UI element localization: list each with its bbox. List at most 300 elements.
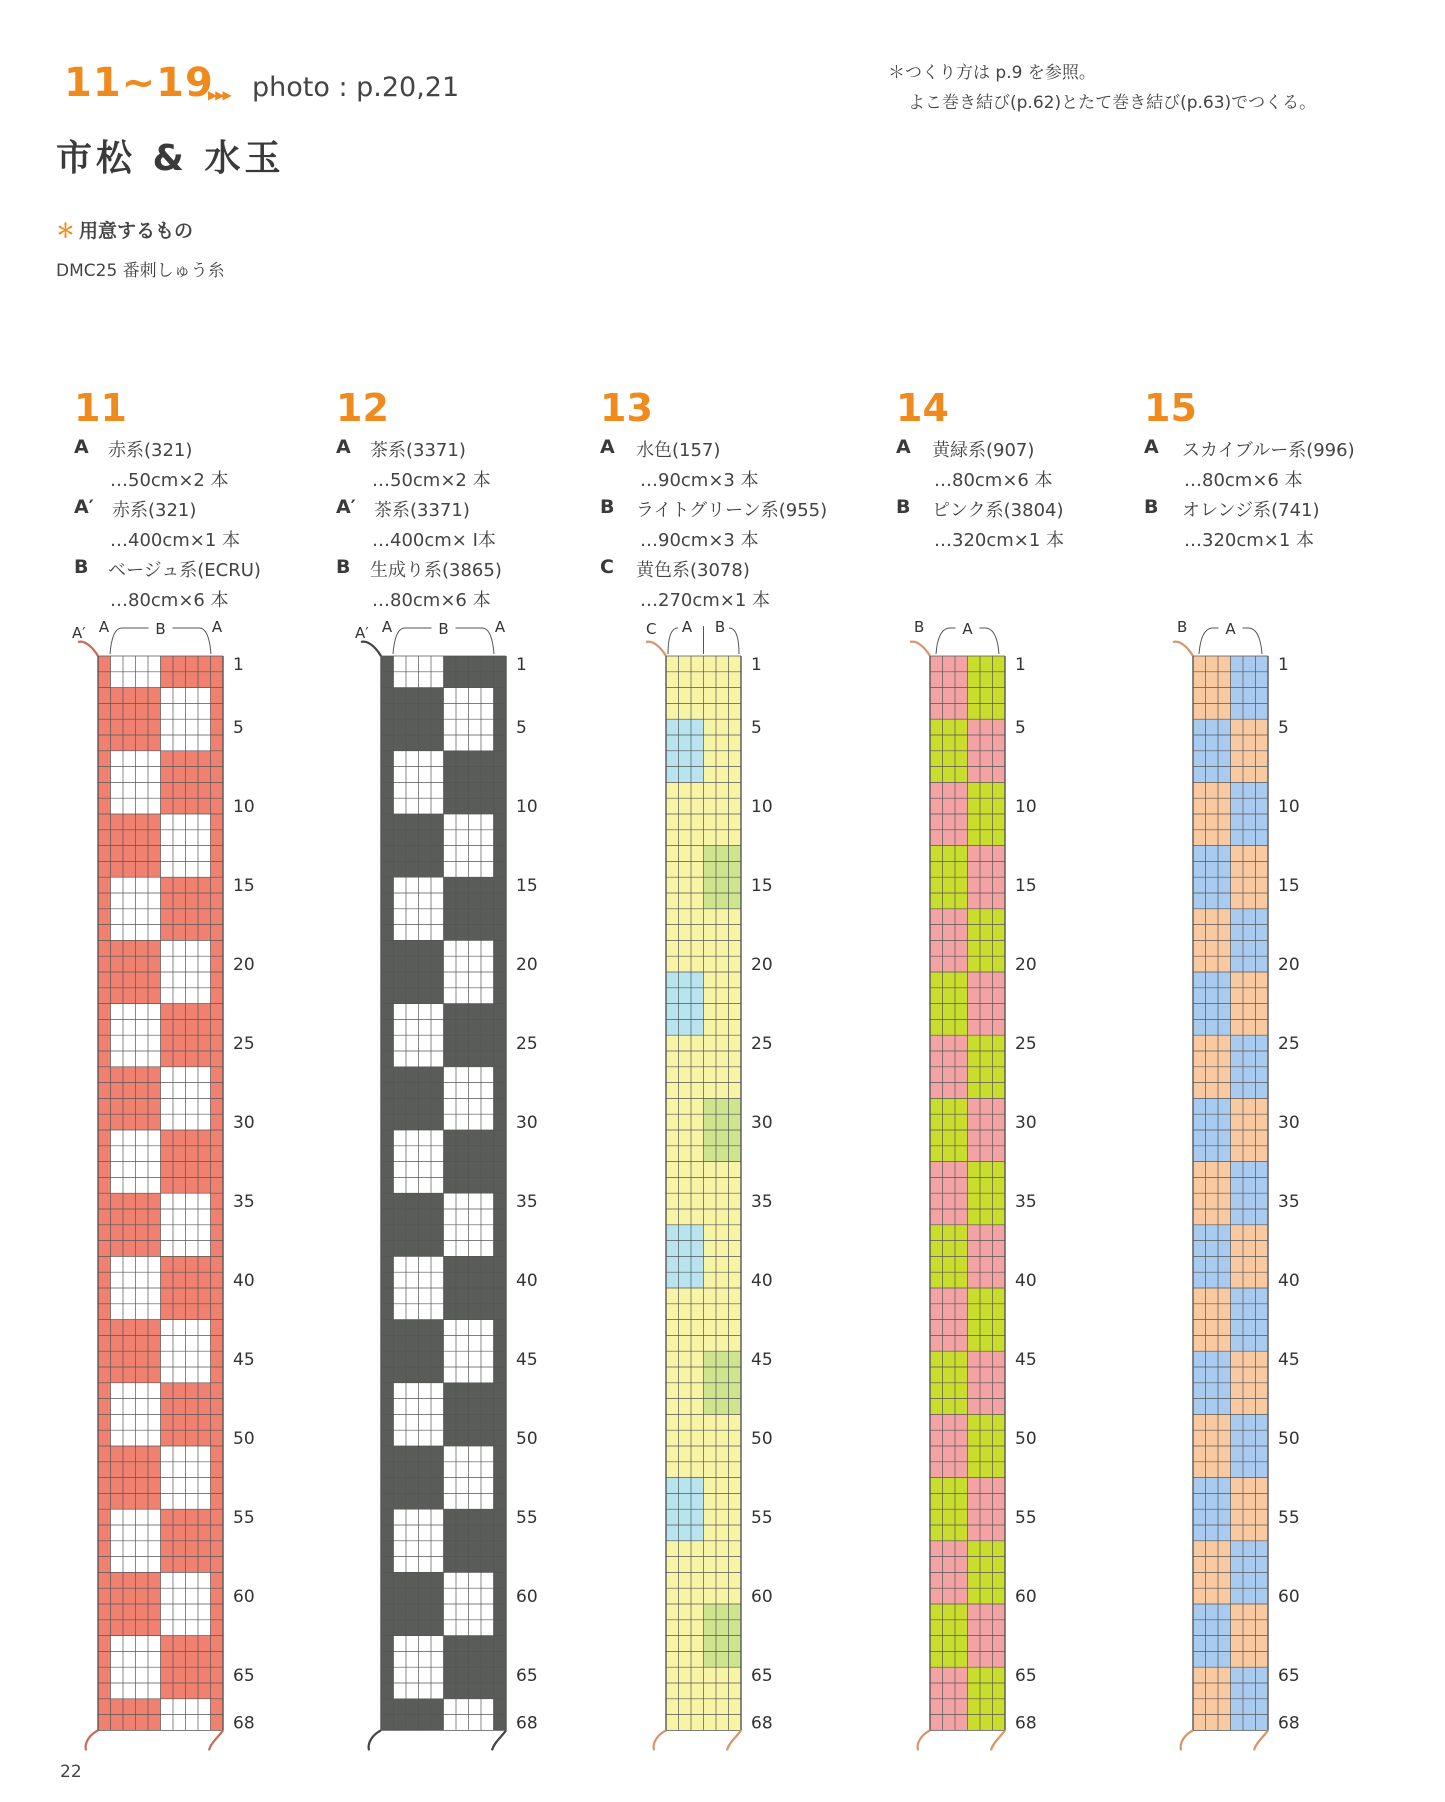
- row-number-label: 5: [1015, 718, 1026, 739]
- knot-cell: [198, 1572, 211, 1588]
- knot-cell: [406, 1667, 419, 1683]
- knot-cell: [431, 1478, 444, 1494]
- knot-cell: [930, 798, 943, 814]
- knot-cell: [148, 1351, 161, 1367]
- knot-cell: [666, 1320, 679, 1336]
- knot-cell: [431, 1335, 444, 1351]
- knot-cell: [1256, 1430, 1269, 1446]
- knot-cell: [394, 656, 407, 672]
- knot-cell: [968, 688, 981, 704]
- knot-cell: [993, 1177, 1006, 1193]
- knot-cell: [729, 1604, 742, 1620]
- knot-cell: [431, 1225, 444, 1241]
- knot-cell: [494, 1225, 507, 1241]
- knot-cell: [211, 877, 224, 893]
- knot-cell: [444, 703, 457, 719]
- knot-cell: [955, 1572, 968, 1588]
- knot-cell: [148, 1478, 161, 1494]
- knot-cell: [943, 1288, 956, 1304]
- knot-cell: [198, 1541, 211, 1557]
- knot-cell: [716, 1383, 729, 1399]
- knot-cell: [98, 1162, 111, 1178]
- knot-cell: [444, 1146, 457, 1162]
- knot-cell: [186, 1098, 199, 1114]
- knot-cell: [98, 1699, 111, 1715]
- knot-cell: [381, 1320, 394, 1336]
- knot-cell: [406, 988, 419, 1004]
- knot-cell: [704, 1604, 717, 1620]
- knot-cell: [968, 1272, 981, 1288]
- knot-cell: [173, 1620, 186, 1636]
- row-number-label: 35: [1015, 1192, 1037, 1213]
- knot-cell: [1243, 1446, 1256, 1462]
- knot-cell: [1193, 782, 1206, 798]
- knot-cell: [148, 1114, 161, 1130]
- knot-cell: [1243, 1288, 1256, 1304]
- material-quantity: …90cm×3 本: [640, 530, 759, 551]
- knot-cell: [431, 1604, 444, 1620]
- knot-cell: [186, 1083, 199, 1099]
- knot-cell: [123, 703, 136, 719]
- knot-cell: [1206, 1193, 1219, 1209]
- knot-cell: [98, 1667, 111, 1683]
- knot-cell: [469, 1051, 482, 1067]
- knot-cell: [111, 925, 124, 941]
- knot-cell: [1218, 1509, 1231, 1525]
- row-number-label: 65: [1015, 1666, 1037, 1687]
- pattern-number: 14: [896, 386, 949, 430]
- knot-cell: [1256, 1035, 1269, 1051]
- knot-cell: [704, 1715, 717, 1731]
- knot-cell: [111, 893, 124, 909]
- knot-cell: [381, 1478, 394, 1494]
- knot-cell: [406, 877, 419, 893]
- row-number-label: 35: [751, 1192, 773, 1213]
- knot-cell: [431, 1241, 444, 1257]
- knot-cell: [716, 1699, 729, 1715]
- knot-cell: [943, 1572, 956, 1588]
- knot-cell: [481, 1209, 494, 1225]
- knot-cell: [419, 830, 432, 846]
- knot-cell: [111, 861, 124, 877]
- knot-cell: [148, 782, 161, 798]
- knot-cell: [494, 1241, 507, 1257]
- knot-cell: [123, 1715, 136, 1731]
- knot-cell: [381, 798, 394, 814]
- knot-cell: [1206, 925, 1219, 941]
- pattern-chart-11: [78, 628, 223, 1750]
- knot-cell: [394, 1051, 407, 1067]
- knot-cell: [704, 909, 717, 925]
- knot-cell: [729, 846, 742, 862]
- knot-cell: [198, 861, 211, 877]
- knot-cell: [444, 751, 457, 767]
- knot-cell: [993, 830, 1006, 846]
- knot-cell: [431, 798, 444, 814]
- knot-cell: [1193, 940, 1206, 956]
- knot-cell: [381, 1098, 394, 1114]
- knot-cell: [993, 909, 1006, 925]
- knot-cell: [691, 1367, 704, 1383]
- knot-cell: [980, 1367, 993, 1383]
- knot-cell: [406, 1146, 419, 1162]
- knot-cell: [186, 719, 199, 735]
- knot-cell: [679, 1509, 692, 1525]
- knot-cell: [394, 1588, 407, 1604]
- knot-cell: [729, 1304, 742, 1320]
- knot-cell: [186, 782, 199, 798]
- knot-cell: [394, 1067, 407, 1083]
- knot-cell: [186, 1367, 199, 1383]
- knot-cell: [1218, 1588, 1231, 1604]
- knot-cell: [481, 1351, 494, 1367]
- knot-cell: [1218, 1541, 1231, 1557]
- knot-cell: [1218, 1256, 1231, 1272]
- knot-cell: [494, 1004, 507, 1020]
- row-number-label: 45: [751, 1350, 773, 1371]
- knot-cell: [431, 877, 444, 893]
- material-label: C: [600, 556, 614, 578]
- knot-cell: [930, 1541, 943, 1557]
- knot-cell: [198, 1162, 211, 1178]
- knot-cell: [161, 1620, 174, 1636]
- knot-cell: [1218, 877, 1231, 893]
- knot-cell: [469, 688, 482, 704]
- knot-cell: [211, 1241, 224, 1257]
- knot-cell: [98, 1083, 111, 1099]
- knot-cell: [494, 988, 507, 1004]
- knot-cell: [211, 688, 224, 704]
- knot-cell: [1231, 1241, 1244, 1257]
- knot-cell: [1193, 1256, 1206, 1272]
- knot-cell: [98, 877, 111, 893]
- knot-cell: [666, 1383, 679, 1399]
- knot-cell: [1193, 1004, 1206, 1020]
- material-label: A′: [74, 496, 94, 518]
- knot-cell: [111, 767, 124, 783]
- knot-cell: [419, 1715, 432, 1731]
- knot-cell: [1218, 1193, 1231, 1209]
- knot-cell: [98, 1414, 111, 1430]
- knot-cell: [679, 1715, 692, 1731]
- knot-cell: [993, 1051, 1006, 1067]
- knot-cell: [1206, 1335, 1219, 1351]
- knot-cell: [666, 877, 679, 893]
- knot-cell: [691, 1193, 704, 1209]
- knot-cell: [1243, 767, 1256, 783]
- knot-cell: [691, 1162, 704, 1178]
- knot-cell: [729, 1715, 742, 1731]
- knot-cell: [161, 688, 174, 704]
- knot-cell: [211, 1209, 224, 1225]
- knot-cell: [198, 1462, 211, 1478]
- knot-cell: [716, 1588, 729, 1604]
- knot-cell: [716, 814, 729, 830]
- thread-end-bottom: [1254, 1730, 1268, 1750]
- knot-cell: [431, 1035, 444, 1051]
- knot-cell: [381, 1620, 394, 1636]
- knot-cell: [394, 1572, 407, 1588]
- knot-cell: [444, 719, 457, 735]
- knot-cell: [198, 1399, 211, 1415]
- knot-cell: [186, 1051, 199, 1067]
- knot-cell: [1218, 1177, 1231, 1193]
- knot-cell: [419, 1241, 432, 1257]
- thread-end-bottom: [209, 1730, 223, 1750]
- knot-cell: [148, 656, 161, 672]
- knot-cell: [955, 1446, 968, 1462]
- row-number-label: 30: [1278, 1113, 1300, 1134]
- knot-cell: [1218, 814, 1231, 830]
- row-number-label: 35: [1278, 1192, 1300, 1213]
- knot-cell: [394, 798, 407, 814]
- knot-cell: [148, 1004, 161, 1020]
- knot-cell: [943, 814, 956, 830]
- knot-cell: [716, 1051, 729, 1067]
- knot-cell: [679, 1525, 692, 1541]
- knot-cell: [111, 1083, 124, 1099]
- knot-cell: [136, 1051, 149, 1067]
- knot-cell: [1256, 751, 1269, 767]
- knot-cell: [173, 1414, 186, 1430]
- knot-cell: [704, 1699, 717, 1715]
- knot-cell: [1256, 1130, 1269, 1146]
- knot-cell: [943, 1130, 956, 1146]
- knot-cell: [1243, 1383, 1256, 1399]
- knot-cell: [716, 1225, 729, 1241]
- knot-cell: [716, 1162, 729, 1178]
- knot-cell: [211, 1478, 224, 1494]
- knot-cell: [1193, 988, 1206, 1004]
- knot-cell: [381, 1715, 394, 1731]
- knot-cell: [186, 1209, 199, 1225]
- knot-cell: [968, 1446, 981, 1462]
- knot-cell: [968, 1588, 981, 1604]
- knot-cell: [481, 1320, 494, 1336]
- knot-cell: [1193, 656, 1206, 672]
- knot-cell: [1231, 861, 1244, 877]
- knot-cell: [406, 1067, 419, 1083]
- knot-cell: [1206, 782, 1219, 798]
- knot-cell: [1256, 1241, 1269, 1257]
- knot-cell: [444, 1509, 457, 1525]
- knot-cell: [968, 1130, 981, 1146]
- knot-cell: [1218, 1004, 1231, 1020]
- knot-cell: [186, 767, 199, 783]
- knot-cell: [444, 925, 457, 941]
- knot-cell: [136, 703, 149, 719]
- knot-cell: [943, 846, 956, 862]
- knot-cell: [456, 1620, 469, 1636]
- knot-cell: [955, 1462, 968, 1478]
- knot-cell: [679, 1130, 692, 1146]
- row-number-label: 40: [516, 1271, 538, 1292]
- knot-cell: [980, 1604, 993, 1620]
- knot-cell: [198, 1209, 211, 1225]
- knot-cell: [729, 1541, 742, 1557]
- knot-cell: [173, 782, 186, 798]
- knot-cell: [431, 1572, 444, 1588]
- knot-cell: [1206, 846, 1219, 862]
- knot-cell: [161, 1509, 174, 1525]
- knot-cell: [1193, 1604, 1206, 1620]
- knot-cell: [394, 1446, 407, 1462]
- knot-cell: [1193, 1320, 1206, 1336]
- knot-cell: [1256, 925, 1269, 941]
- row-number-label: 50: [233, 1429, 255, 1450]
- knot-cell: [691, 1351, 704, 1367]
- knot-cell: [704, 846, 717, 862]
- knot-cell: [716, 1509, 729, 1525]
- knot-cell: [444, 1304, 457, 1320]
- row-number-label: 20: [751, 955, 773, 976]
- knot-cell: [161, 1067, 174, 1083]
- knot-cell: [968, 672, 981, 688]
- knot-cell: [186, 1193, 199, 1209]
- knot-cell: [469, 1272, 482, 1288]
- knot-cell: [111, 1509, 124, 1525]
- knot-cell: [444, 893, 457, 909]
- knot-cell: [704, 1351, 717, 1367]
- knot-cell: [1218, 893, 1231, 909]
- thread-end-bottom: [492, 1730, 506, 1750]
- knot-cell: [1218, 1683, 1231, 1699]
- knot-cell: [381, 846, 394, 862]
- knot-cell: [98, 1130, 111, 1146]
- knot-cell: [1256, 1083, 1269, 1099]
- knot-cell: [173, 1367, 186, 1383]
- knot-cell: [444, 1225, 457, 1241]
- knot-cell: [381, 1414, 394, 1430]
- knot-cell: [198, 1320, 211, 1336]
- knot-cell: [666, 782, 679, 798]
- knot-cell: [431, 972, 444, 988]
- knot-cell: [381, 1446, 394, 1462]
- knot-cell: [1231, 972, 1244, 988]
- knot-cell: [494, 1304, 507, 1320]
- knot-cell: [211, 1462, 224, 1478]
- knot-cell: [930, 972, 943, 988]
- knot-cell: [930, 656, 943, 672]
- knot-cell: [394, 1272, 407, 1288]
- knot-cell: [173, 814, 186, 830]
- knot-cell: [469, 956, 482, 972]
- knot-cell: [679, 1604, 692, 1620]
- knot-cell: [980, 1636, 993, 1652]
- knot-cell: [980, 1667, 993, 1683]
- knot-cell: [123, 672, 136, 688]
- knot-cell: [161, 719, 174, 735]
- knot-cell: [955, 1430, 968, 1446]
- knot-cell: [1243, 1130, 1256, 1146]
- knot-cell: [679, 703, 692, 719]
- knot-cell: [691, 1146, 704, 1162]
- knot-cell: [930, 1667, 943, 1683]
- knot-cell: [1193, 1478, 1206, 1494]
- knot-cell: [211, 1130, 224, 1146]
- knot-cell: [1231, 830, 1244, 846]
- knot-cell: [98, 940, 111, 956]
- knot-cell: [136, 1083, 149, 1099]
- knot-cell: [993, 1019, 1006, 1035]
- knot-cell: [123, 1288, 136, 1304]
- knot-cell: [666, 893, 679, 909]
- knot-cell: [186, 893, 199, 909]
- row-number-label: 10: [1015, 797, 1037, 818]
- knot-cell: [394, 909, 407, 925]
- knot-cell: [1256, 1604, 1269, 1620]
- knot-cell: [211, 1367, 224, 1383]
- knot-cell: [1206, 1288, 1219, 1304]
- knot-cell: [955, 861, 968, 877]
- knot-cell: [704, 672, 717, 688]
- knot-cell: [1256, 1414, 1269, 1430]
- knot-cell: [679, 1209, 692, 1225]
- knot-cell: [943, 1557, 956, 1573]
- knot-cell: [704, 1493, 717, 1509]
- knot-cell: [419, 1620, 432, 1636]
- knot-cell: [406, 1367, 419, 1383]
- knot-cell: [148, 1272, 161, 1288]
- knot-cell: [666, 1335, 679, 1351]
- knot-cell: [993, 1241, 1006, 1257]
- knot-cell: [456, 1004, 469, 1020]
- knot-cell: [161, 1541, 174, 1557]
- knot-cell: [1243, 1604, 1256, 1620]
- knot-cell: [456, 861, 469, 877]
- knot-cell: [173, 656, 186, 672]
- knot-cell: [679, 1177, 692, 1193]
- knot-cell: [419, 1683, 432, 1699]
- knot-cell: [1231, 1367, 1244, 1383]
- knot-cell: [161, 1193, 174, 1209]
- knot-cell: [136, 798, 149, 814]
- material-quantity: …90cm×3 本: [640, 470, 759, 491]
- knot-cell: [431, 1430, 444, 1446]
- knot-cell: [494, 798, 507, 814]
- knot-cell: [666, 1019, 679, 1035]
- knot-cell: [381, 1004, 394, 1020]
- knot-cell: [1231, 1699, 1244, 1715]
- knot-cell: [98, 1493, 111, 1509]
- knot-cell: [431, 1320, 444, 1336]
- knot-cell: [111, 1699, 124, 1715]
- row-number-label: 60: [751, 1587, 773, 1608]
- knot-cell: [1206, 1572, 1219, 1588]
- knot-cell: [1256, 1114, 1269, 1130]
- knot-cell: [1206, 1636, 1219, 1652]
- knot-cell: [419, 940, 432, 956]
- knot-cell: [955, 988, 968, 1004]
- knot-cell: [148, 1699, 161, 1715]
- knot-cell: [666, 1715, 679, 1731]
- knot-cell: [481, 1383, 494, 1399]
- knot-cell: [148, 909, 161, 925]
- knot-cell: [173, 893, 186, 909]
- knot-cell: [691, 846, 704, 862]
- knot-cell: [716, 1541, 729, 1557]
- knot-cell: [716, 846, 729, 862]
- knot-cell: [1218, 1525, 1231, 1541]
- knot-cell: [419, 909, 432, 925]
- asterisk-icon: ＊: [56, 220, 76, 242]
- knot-cell: [1206, 1493, 1219, 1509]
- row-number-label: 20: [1278, 955, 1300, 976]
- material-label: A: [74, 436, 89, 458]
- knot-cell: [955, 940, 968, 956]
- knot-cell: [198, 1383, 211, 1399]
- knot-cell: [161, 703, 174, 719]
